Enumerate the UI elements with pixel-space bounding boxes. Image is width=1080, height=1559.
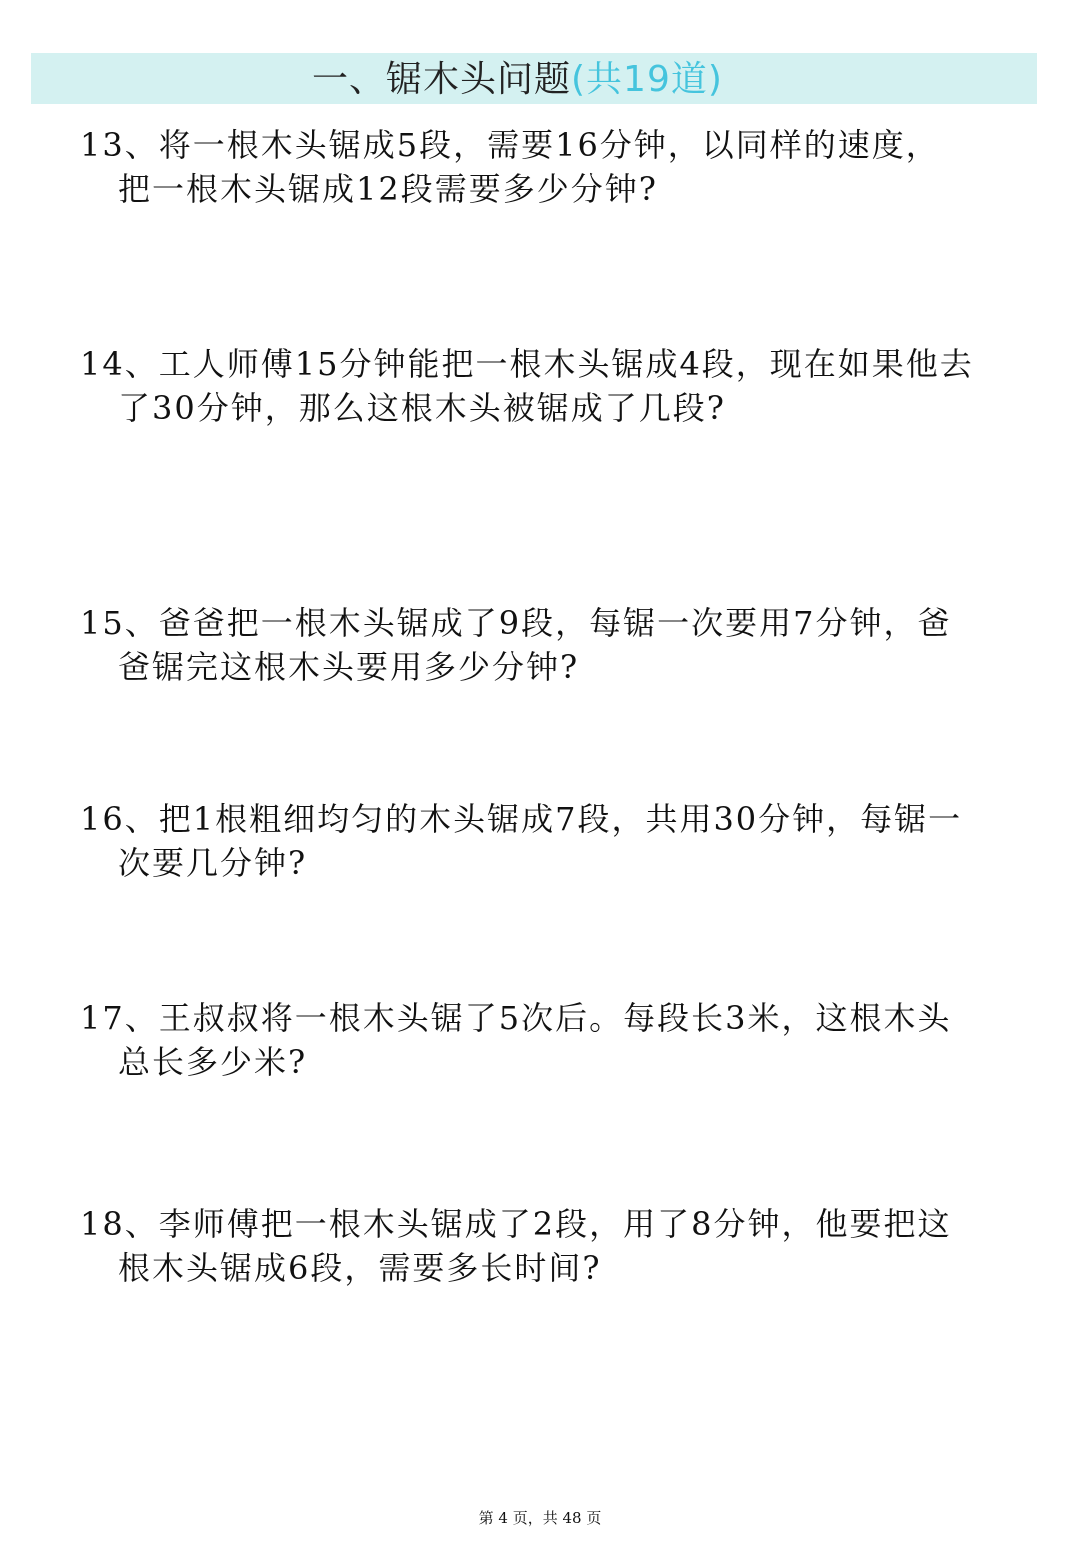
section-title [312, 58, 723, 102]
question-text-line: 13、将一根木头锯成5段，需要16分钟，以同样的速度， [80, 126, 940, 164]
section-title-text: 一、锯木头问题 [312, 59, 572, 100]
question-16 [80, 797, 1020, 885]
question-text-line: 16、把1根粗细均匀的木头锯成7段，共用30分钟，每锯一 [80, 800, 963, 838]
question-text-line: 17、王叔叔将一根木头锯了5次后。每段长3米，这根木头 [80, 999, 952, 1037]
question-text-line: 14、工人师傅15分钟能把一根木头锯成4段，现在如果他去 [80, 345, 974, 383]
question-13 [80, 123, 1020, 211]
question-text-line: 把一根木头锯成12段需要多少分钟? [118, 170, 658, 208]
question-text-line: 总长多少米? [118, 1043, 308, 1081]
question-text-line: 根木头锯成6段，需要多长时间? [118, 1249, 602, 1287]
question-14 [80, 342, 1020, 430]
question-18 [80, 1202, 1020, 1290]
question-text-line: 次要几分钟? [118, 844, 308, 882]
question-count: (共19道) [571, 59, 723, 100]
question-text-line: 18、李师傅把一根木头锯成了2段，用了8分钟，他要把这 [80, 1205, 952, 1243]
question-17 [80, 996, 1020, 1084]
page-number: 第 4 页，共 48 页 [478, 1509, 602, 1527]
question-15 [80, 601, 1020, 689]
question-text-line: 15、爸爸把一根木头锯成了9段，每锯一次要用7分钟，爸 [80, 604, 952, 642]
question-text-line: 爸锯完这根木头要用多少分钟? [118, 648, 580, 686]
question-text-line: 了30分钟，那么这根木头被锯成了几段? [118, 389, 726, 427]
